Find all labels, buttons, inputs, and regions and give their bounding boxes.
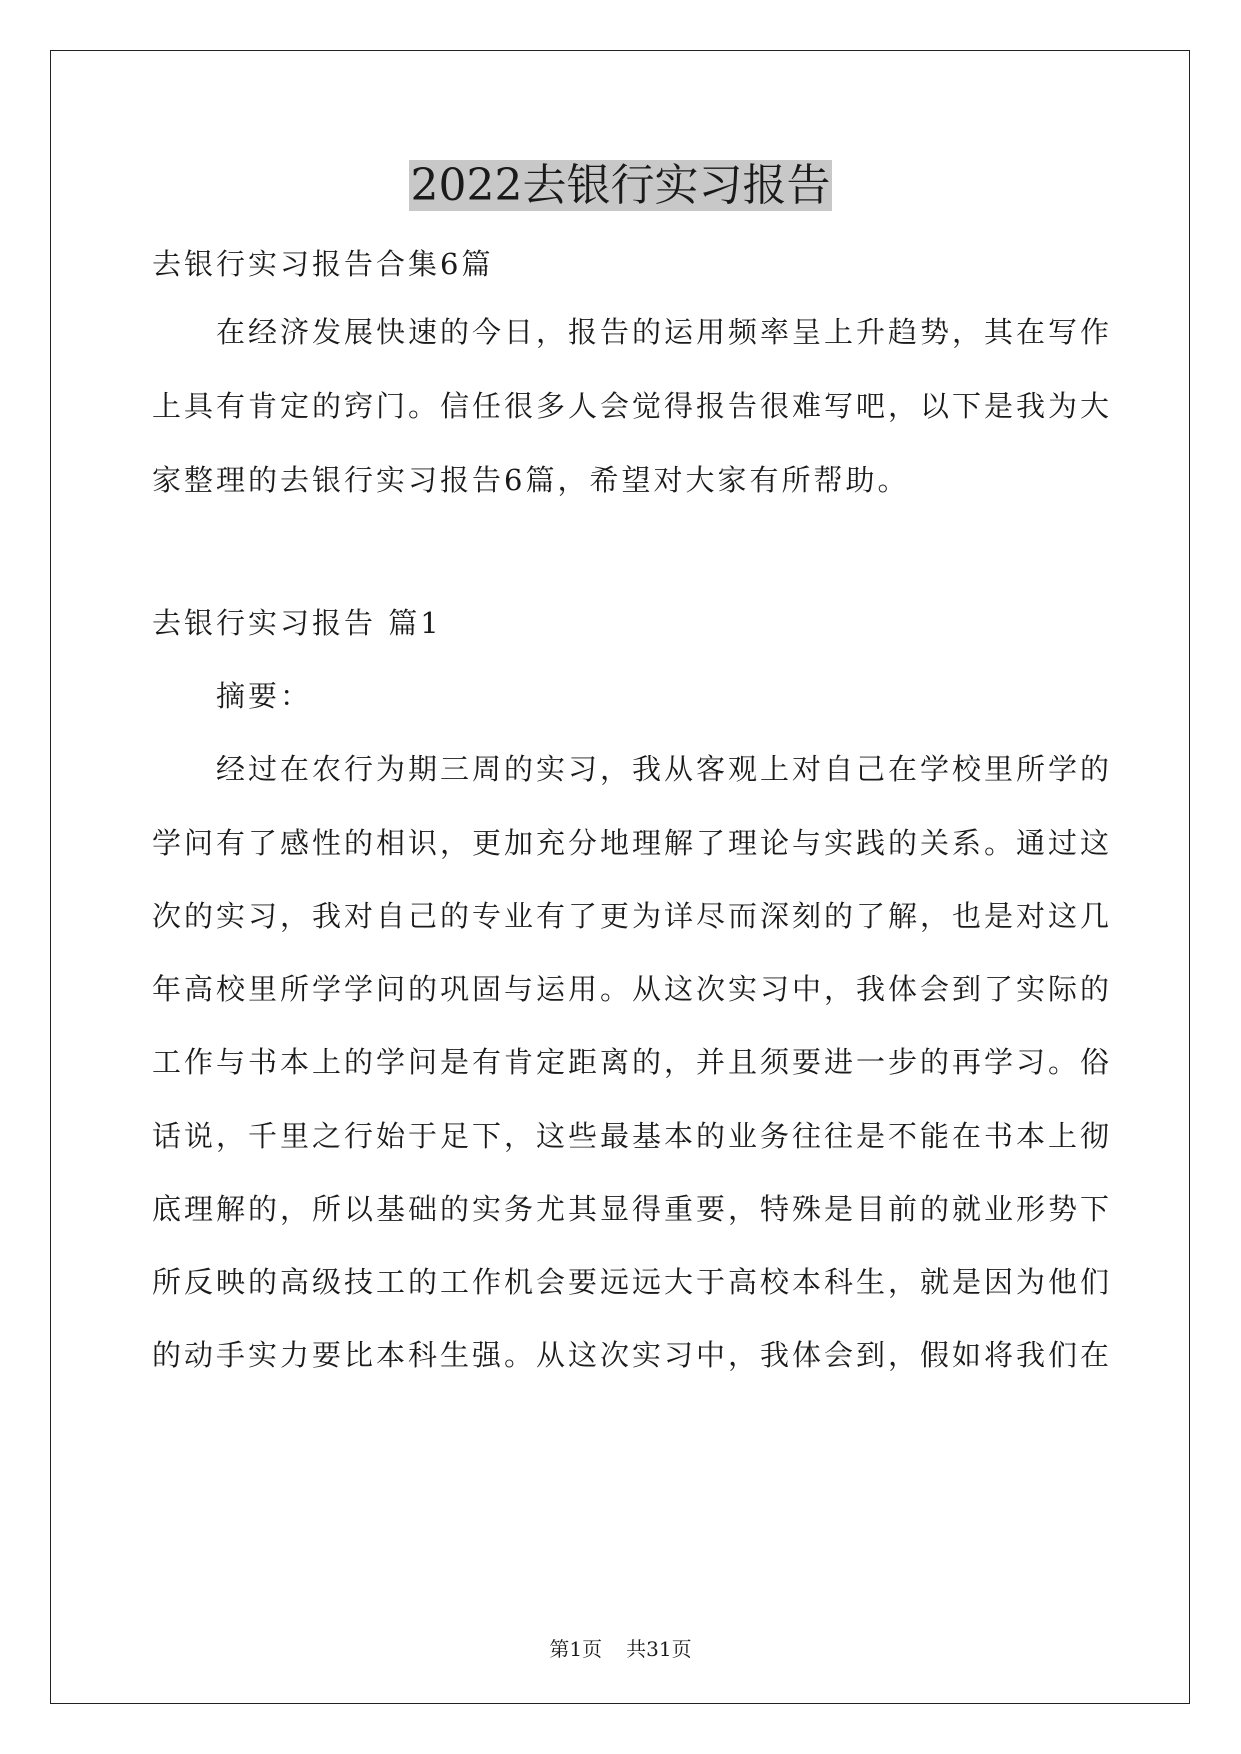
paragraph-line: 家整理的去银行实习报告6篇，希望对大家有所帮助。 bbox=[152, 463, 910, 497]
page-footer bbox=[0, 1636, 1241, 1662]
collection-subtitle: 去银行实习报告合集6篇 bbox=[152, 247, 494, 281]
page-number: 第1页 bbox=[549, 1637, 603, 1661]
paragraph-line: 经过在农行为期三周的实习，我从客观上对自己在学校里所学的 bbox=[152, 752, 1113, 786]
paragraph-line: 次的实习，我对自己的专业有了更为详尽而深刻的了解，也是对这几 bbox=[152, 899, 1113, 933]
paragraph-line: 底理解的，所以基础的实务尤其显得重要，特殊是目前的就业形势下 bbox=[152, 1192, 1113, 1226]
abstract-label: 摘要： bbox=[152, 679, 313, 713]
paragraph-line: 学问有了感性的相识，更加充分地理解了理论与实践的关系。通过这 bbox=[152, 826, 1113, 860]
page-total: 共31页 bbox=[626, 1637, 692, 1661]
page-border bbox=[50, 50, 1190, 1704]
paragraph-line: 的动手实力要比本科生强。从这次实习中，我体会到，假如将我们在 bbox=[152, 1338, 1113, 1372]
document-title bbox=[0, 157, 1241, 215]
paragraph-line: 话说，千里之行始于足下，这些最基本的业务往往是不能在书本上彻 bbox=[152, 1119, 1113, 1153]
section-heading: 去银行实习报告 篇1 bbox=[152, 606, 442, 640]
document-title-text: 2022去银行实习报告 bbox=[410, 160, 831, 211]
paragraph-line: 工作与书本上的学问是有肯定距离的，并且须要进一步的再学习。俗 bbox=[152, 1045, 1113, 1079]
paragraph-line: 上具有肯定的窍门。信任很多人会觉得报告很难写吧，以下是我为大 bbox=[152, 389, 1113, 423]
paragraph-line: 所反映的高级技工的工作机会要远远大于高校本科生，就是因为他们 bbox=[152, 1265, 1113, 1299]
paragraph-line: 年高校里所学学问的巩固与运用。从这次实习中，我体会到了实际的 bbox=[152, 972, 1113, 1006]
paragraph-line: 在经济发展快速的今日，报告的运用频率呈上升趋势，其在写作 bbox=[152, 315, 1113, 349]
